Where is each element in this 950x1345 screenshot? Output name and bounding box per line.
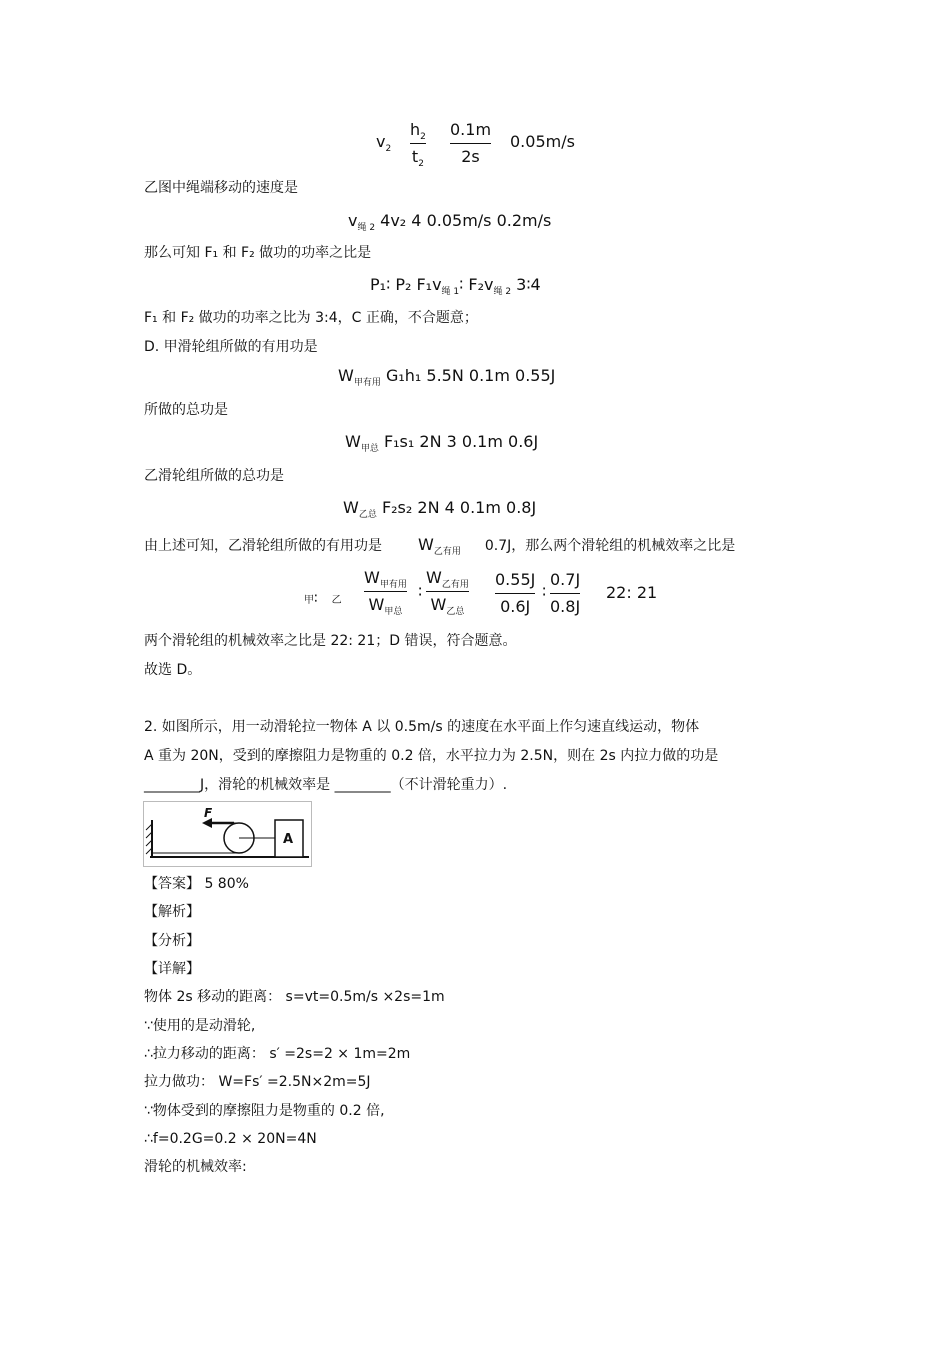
q2-text-line2: A 重为 20N，受到的摩擦阻力是物重的 0.2 倍，水平拉力为 2.5N，则在 2s 内拉力做的功是	[144, 748, 719, 764]
text-power-intro: 那么可知 F₁ 和 F₂ 做功的功率之比是	[144, 245, 372, 261]
fenxi-heading: 【分析】	[144, 933, 200, 949]
text-yi-useful: 由上述可知，乙滑轮组所做的有用功是 $W_{乙有用}$ 0.7J，那么两个滑轮组的机械效率之比是	[144, 535, 736, 557]
text-choose-d: 故选 D。	[144, 662, 202, 678]
fraction-0.55J-0.6J: 0.55J 0.6J	[495, 570, 536, 616]
text-yi-total: 乙滑轮组所做的总功是	[144, 468, 284, 484]
solution-step-7: 滑轮的机械效率:	[144, 1159, 247, 1175]
fraction-w-jia-useful-total: $W_{甲有用}$ $W_{甲总}$	[364, 568, 407, 617]
pulley-figure	[143, 801, 312, 867]
solution-step-6: ∴f=0.2G=0.2 × 20N=4N	[144, 1131, 317, 1147]
equation-w-jia-total: $W_{甲总}$ F₁s₁ 2N 3 0.1m 0.6J	[345, 432, 539, 454]
answer-line: 【答案】 5 80%	[144, 876, 249, 892]
ratio-colon-1: ∶	[418, 582, 423, 601]
text-eff-result: 两个滑轮组的机械效率之比是 22: 21；D 错误，符合题意。	[144, 633, 517, 649]
equation-v2-lhs: $v_2$	[376, 132, 392, 154]
equation-w-jia-useful: $W_{甲有用}$ G₁h₁ 5.5N 0.1m 0.55J	[338, 366, 556, 388]
text-total-work: 所做的总功是	[144, 402, 228, 418]
detail-heading: 【详解】	[144, 961, 200, 977]
solution-step-4: 拉力做功： W=Fs′ =2.5N×2m=5J	[144, 1074, 371, 1090]
equation-w-yi-total: $W_{乙总}$ F₂s₂ 2N 4 0.1m 0.8J	[343, 498, 537, 520]
block-label: A	[283, 832, 294, 847]
solution-step-3: ∴拉力移动的距离： s′ =2s=2 × 1m=2m	[144, 1046, 411, 1062]
q2-text-line1: 2. 如图所示，用一动滑轮拉一物体 A 以 0.5m/s 的速度在水平面上作匀速直线运动，物体	[144, 719, 700, 735]
text-power-result: F₁ 和 F₂ 做功的功率之比为 3:4，C 正确，不合题意；	[144, 310, 478, 326]
text-d-intro: D. 甲滑轮组所做的有用功是	[144, 339, 318, 355]
q2-text-line3: ________J，滑轮的机械效率是 ________（不计滑轮重力）.	[144, 777, 508, 793]
fraction-0.7J-0.8J: 0.7J 0.8J	[550, 570, 581, 616]
force-label: F	[204, 806, 213, 820]
fraction-0.1m-2s: 0.1m 2s	[450, 120, 492, 166]
analysis-heading: 【解析】	[144, 904, 200, 920]
eta-jia-label: 甲∶ 乙	[304, 591, 342, 607]
fraction-h2-t2: $h_2$ $t_2$	[410, 120, 426, 169]
solution-step-5: ∵物体受到的摩擦阻力是物重的 0.2 倍,	[144, 1103, 385, 1119]
solution-step-1: 物体 2s 移动的距离： s=vt=0.5m/s ×2s=1m	[144, 989, 445, 1005]
equation-eff-result: 22: 21	[606, 583, 658, 602]
pulley-diagram	[144, 802, 311, 866]
equation-power-ratio: P₁∶ P₂ $F_1v_{绳 1}∶$ $F_2v_{绳 2}$ 3∶4	[370, 275, 541, 297]
equation-v-rope: $v_{绳 2}$ 4v₂ 4 0.05m/s 0.2m/s	[348, 211, 552, 233]
ratio-colon-2: ∶	[542, 582, 547, 601]
equation-v2-result: 0.05m/s	[510, 132, 575, 151]
text-rope-speed-intro: 乙图中绳端移动的速度是	[144, 180, 298, 196]
solution-step-2: ∵使用的是动滑轮,	[144, 1018, 256, 1034]
fraction-w-yi-useful-total: $W_{乙有用}$ $W_{乙总}$	[426, 568, 469, 617]
